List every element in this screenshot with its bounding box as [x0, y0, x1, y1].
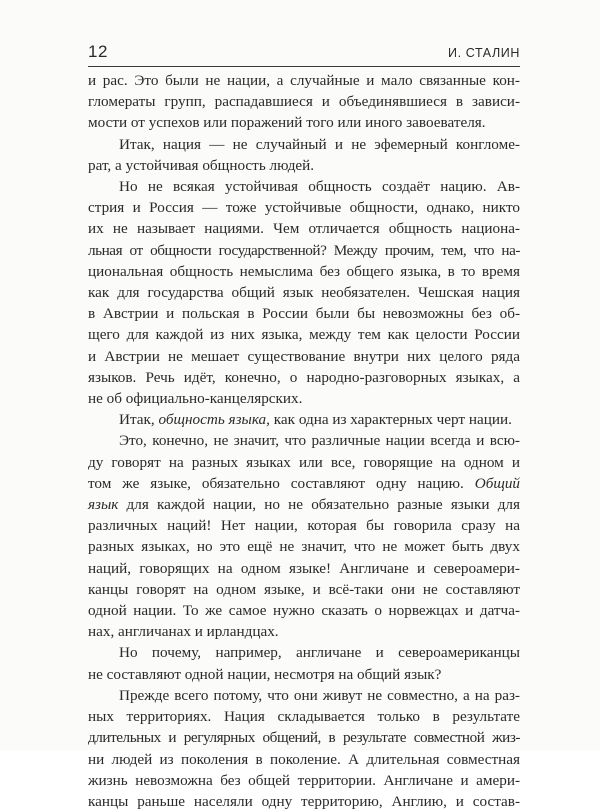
- text-line: Прежде всего потому, что они живут не совместно, а на раз-: [119, 686, 520, 704]
- text-line: стрия и Россия — тоже устойчивые общности, однако, никто: [88, 199, 520, 217]
- text-line: разных языках, но это ещё не значит, что не может быть двух: [88, 538, 520, 556]
- text-line: гломераты групп, распадавшиеся и объединявшиеся в зависи-: [88, 93, 520, 111]
- text-fragment: для каждой нации, но не обязательно разные языки для: [118, 496, 520, 514]
- paragraph: [88, 430, 520, 642]
- text-line: языков. Речь идёт, конечно, о народно-разговорных языках, а: [88, 368, 520, 386]
- body-text: [88, 70, 520, 812]
- text-line: одной нации. То же самое нужно сказать о норвежцах и датча-: [88, 602, 520, 620]
- text-line: различных наций! Нет нации, которая бы говорила сразу на: [88, 517, 520, 535]
- text-line: жизнь невозможна без общей территории. Англичане и амери-: [88, 771, 520, 789]
- page-number: 12: [88, 42, 108, 61]
- text-line: не составляют одной нации, несмотря на общий язык?: [88, 665, 442, 683]
- text-line: ных территориях. Нация складывается только в результате: [88, 708, 520, 726]
- running-title: И. СТАЛИН: [448, 46, 520, 60]
- paragraph: [88, 176, 520, 409]
- text-line: не об официально-канцелярских.: [88, 390, 303, 408]
- emphasis-text: общность языка,: [158, 411, 270, 429]
- paragraph: [88, 642, 520, 684]
- paragraph: [88, 70, 520, 134]
- emphasis-text: язык: [88, 496, 119, 514]
- paragraph: [88, 409, 520, 430]
- text-line: канцы раньше населяли одну территорию, Англию, и состав-: [88, 792, 520, 810]
- text-line: как для государства общий язык необязателен. Чешская нация: [88, 284, 520, 302]
- text-line: рат, а устойчивая общность людей.: [88, 156, 315, 174]
- text-line: щего для каждой из них языка, между тем как целости России: [88, 326, 520, 344]
- text-line: наций, говорящих на одном языке! Англичане и североамери-: [88, 559, 520, 577]
- text-fragment: как одна из характерных черт нации.: [269, 411, 512, 429]
- text-line: Итак, нация — не случайный и не эфемерный конгломе-: [119, 135, 520, 153]
- text-line: канцы говорят на одном языке, и всё-таки они не составляют: [88, 580, 520, 598]
- text-line: их не называет нациями. Чем отличается общность национа-: [88, 220, 520, 238]
- text-line: льная от общности государственной? Между прочим, тем, что на-: [88, 241, 520, 259]
- text-line: и Австрии не мешает существование внутри них целого ряда: [88, 347, 520, 365]
- emphasis-text: Общий: [474, 474, 521, 492]
- text-line: [88, 409, 520, 430]
- text-line: мости от успехов или поражений того или иного завоевателя.: [88, 114, 486, 132]
- text-line: длительных и регулярных общений, в результате совместной жиз-: [88, 729, 520, 747]
- text-line: Это, конечно, не значит, что различные нации всегда и всю-: [119, 432, 520, 450]
- paragraph: [88, 685, 520, 812]
- text-fragment: Итак,: [119, 411, 159, 429]
- text-line: ду говорят на разных языках или все, говорящие на одном и: [88, 453, 520, 471]
- text-line: и рас. Это были не нации, а случайные и мало связанные кон-: [88, 72, 520, 89]
- text-line: Но почему, например, англичане и североамериканцы: [119, 644, 520, 662]
- text-line: в Австрии и польская в России были бы невозможны без об-: [88, 305, 520, 323]
- text-line: [88, 494, 520, 515]
- text-line: нах, англичанах и ирландцах.: [88, 623, 279, 641]
- paragraph: [88, 134, 520, 176]
- text-line: [88, 473, 520, 494]
- running-head: [88, 40, 520, 67]
- text-line: Но не всякая устойчивая общность создаёт нацию. Ав-: [119, 178, 520, 196]
- text-fragment: том же языке, обязательно составляют одну нацию.: [88, 474, 464, 492]
- text-line: ни людей из поколения в поколение. А длительная совместная: [88, 750, 520, 768]
- text-line: циональная общность немыслима без общего языка, в то время: [88, 262, 520, 280]
